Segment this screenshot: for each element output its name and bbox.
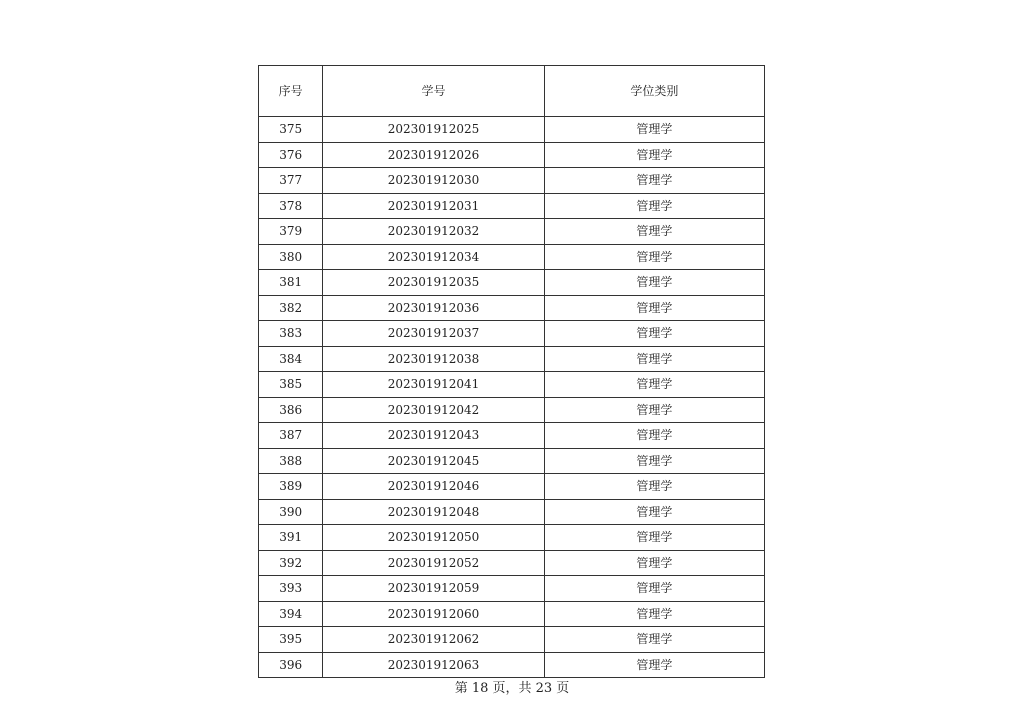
row-degree-type-cell: 管理学: [544, 321, 764, 347]
row-degree-type-cell: 管理学: [544, 474, 764, 500]
row-student-id-cell: 202301912037: [323, 321, 544, 347]
table-row: [259, 321, 765, 347]
table-row: [259, 423, 765, 449]
row-degree-type-cell: 管理学: [544, 423, 764, 449]
row-seq-cell: 393: [259, 576, 323, 602]
row-degree-type-cell: 管理学: [544, 525, 764, 551]
header-seq: 序号: [259, 66, 323, 117]
row-degree-type-cell: 管理学: [544, 652, 764, 678]
row-seq-cell: 384: [259, 346, 323, 372]
row-student-id-cell: 202301912031: [323, 193, 544, 219]
row-degree-type-cell: 管理学: [544, 372, 764, 398]
table-row: [259, 270, 765, 296]
row-student-id-cell: 202301912060: [323, 601, 544, 627]
row-student-id-cell: 202301912036: [323, 295, 544, 321]
row-student-id-cell: 202301912042: [323, 397, 544, 423]
row-student-id-cell: 202301912041: [323, 372, 544, 398]
row-degree-type-cell: 管理学: [544, 193, 764, 219]
row-seq-cell: 383: [259, 321, 323, 347]
table-row: [259, 295, 765, 321]
table-row: [259, 244, 765, 270]
table-row: [259, 193, 765, 219]
row-student-id-cell: 202301912063: [323, 652, 544, 678]
row-student-id-cell: 202301912048: [323, 499, 544, 525]
row-degree-type-cell: 管理学: [544, 244, 764, 270]
page-number-text: 第 18 页，共 23 页: [454, 681, 570, 696]
row-seq-cell: 390: [259, 499, 323, 525]
table-row: [259, 601, 765, 627]
row-seq-cell: 389: [259, 474, 323, 500]
row-degree-type-cell: 管理学: [544, 550, 764, 576]
row-seq-cell: 380: [259, 244, 323, 270]
page-footer: [0, 681, 1024, 697]
table-row: [259, 346, 765, 372]
table-row: [259, 168, 765, 194]
row-degree-type-cell: 管理学: [544, 219, 764, 245]
row-seq-cell: 382: [259, 295, 323, 321]
table-row: [259, 627, 765, 653]
row-seq-cell: 378: [259, 193, 323, 219]
header-student-id: 学号: [323, 66, 544, 117]
row-student-id-cell: 202301912025: [323, 117, 544, 143]
row-degree-type-cell: 管理学: [544, 142, 764, 168]
row-seq-cell: 387: [259, 423, 323, 449]
row-student-id-cell: 202301912050: [323, 525, 544, 551]
row-seq-cell: 395: [259, 627, 323, 653]
row-student-id-cell: 202301912030: [323, 168, 544, 194]
row-seq-cell: 377: [259, 168, 323, 194]
table-header: [259, 66, 765, 117]
table-row: [259, 448, 765, 474]
row-seq-cell: 379: [259, 219, 323, 245]
row-seq-cell: 394: [259, 601, 323, 627]
row-seq-cell: 376: [259, 142, 323, 168]
row-student-id-cell: 202301912038: [323, 346, 544, 372]
row-student-id-cell: 202301912046: [323, 474, 544, 500]
row-student-id-cell: 202301912026: [323, 142, 544, 168]
row-seq-cell: 388: [259, 448, 323, 474]
row-student-id-cell: 202301912035: [323, 270, 544, 296]
row-degree-type-cell: 管理学: [544, 499, 764, 525]
row-degree-type-cell: 管理学: [544, 576, 764, 602]
row-degree-type-cell: 管理学: [544, 601, 764, 627]
row-student-id-cell: 202301912032: [323, 219, 544, 245]
row-degree-type-cell: 管理学: [544, 627, 764, 653]
row-degree-type-cell: 管理学: [544, 397, 764, 423]
table-row: [259, 550, 765, 576]
table-row: [259, 652, 765, 678]
table-row: [259, 474, 765, 500]
table-row: [259, 219, 765, 245]
row-seq-cell: 392: [259, 550, 323, 576]
table-row: [259, 397, 765, 423]
table-row: [259, 372, 765, 398]
row-degree-type-cell: 管理学: [544, 270, 764, 296]
row-degree-type-cell: 管理学: [544, 448, 764, 474]
row-degree-type-cell: 管理学: [544, 346, 764, 372]
row-seq-cell: 381: [259, 270, 323, 296]
row-student-id-cell: 202301912034: [323, 244, 544, 270]
row-seq-cell: 386: [259, 397, 323, 423]
row-student-id-cell: 202301912043: [323, 423, 544, 449]
header-row: [259, 66, 765, 117]
table-row: [259, 142, 765, 168]
row-seq-cell: 396: [259, 652, 323, 678]
row-seq-cell: 385: [259, 372, 323, 398]
degree-list-table: [258, 65, 765, 678]
table-row: [259, 117, 765, 143]
row-degree-type-cell: 管理学: [544, 117, 764, 143]
row-student-id-cell: 202301912062: [323, 627, 544, 653]
row-student-id-cell: 202301912059: [323, 576, 544, 602]
table-row: [259, 499, 765, 525]
header-degree-type: 学位类别: [544, 66, 764, 117]
row-degree-type-cell: 管理学: [544, 168, 764, 194]
table-row: [259, 525, 765, 551]
table-body: [259, 117, 765, 678]
row-seq-cell: 391: [259, 525, 323, 551]
row-degree-type-cell: 管理学: [544, 295, 764, 321]
row-seq-cell: 375: [259, 117, 323, 143]
table-row: [259, 576, 765, 602]
row-student-id-cell: 202301912045: [323, 448, 544, 474]
row-student-id-cell: 202301912052: [323, 550, 544, 576]
